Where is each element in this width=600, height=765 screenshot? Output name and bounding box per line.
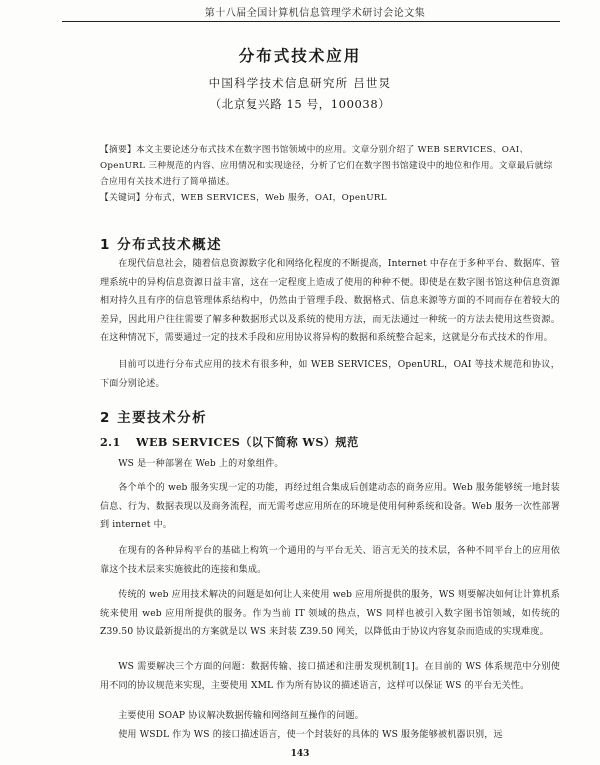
section-2-1-paragraph-5: WS 需要解决三个方面的问题：数据传输、接口描述和注册发现机制[1]。在目前的 WS 体系规范中分别使用不同的协议规范来实现，主要使用 XML 作为所有协议的描述语言，这样可以保证 WS 的平台无关性。 [100,662,560,691]
header-rule [62,21,560,22]
section-2-1-number: 2.1 [100,435,121,449]
running-header: 第十八届全国计算机信息管理学术研讨会论文集 [204,8,426,19]
section-2-1-paragraph-7: 使用 WSDL 作为 WS 的接口描述语言，使一个封装好的具体的 WS 服务能够被机器识别，远 [118,730,503,740]
paper-title: 分布式技术应用 [238,47,362,65]
section-1-paragraph-2: 目前可以进行分布式应用的技术有很多种，如 WEB SERVICES，OpenURL，OAI 等技术规范和协议，下面分别论述。 [100,360,560,389]
author-address: （北京复兴路 15 号，100038） [209,97,391,111]
section-2-1-title: WEB SERVICES（以下简称 WS）规范 [136,435,359,449]
section-2-1-paragraph-6: 主要使用 SOAP 协议解决数据传输和网络间互操作的问题。 [118,711,364,721]
abstract-block [100,142,560,206]
section-2-heading: 2 主要技术分析 [100,410,208,426]
page-number: 143 [290,749,310,759]
section-1-heading: 1 分布式技术概述 [100,237,223,253]
section-1-paragraph-1: 在现代信息社会，随着信息资源数字化和网络化程度的不断提高，Internet 中存在于多种平台、数据库、管理系统中的异构信息资源日益丰富，这在一定程度上造成了使用的种种不便。即使是在数字图书馆这种信息资源相对持久且有序的信息管理体系结构中，仍然由于管理手段、数据格式、信息来源等方面的不同而存在着较大的差异，因此用户往往需要了解多种数据形式以及系统的使用方法，而无法通过一种统一的方法去使用这些资源。在这种情况下，需要通过一定的技术手段和应用协议将异构的数据和系统整合起来，这就是分布式技术的作用。 [100,259,560,343]
author-affiliation: 中国科学技术信息研究所 吕世炅 [208,76,392,90]
abstract-text: 【摘要】本文主要论述分布式技术在数字图书馆领域中的应用。文章分别介绍了 WEB SERVICES、OAI、OpenURL 三种规范的内容、应用情况和实现途径，分析了它们在数字图书馆建设中的地位和作用。文章最后就综合应用有关技术进行了简单描述。 [100,145,553,187]
section-2-1-paragraph-1: WS 是一种部署在 Web 上的对象组件。 [118,459,284,469]
section-2-1-paragraph-3: 在现有的各种异构平台的基础上构筑一个通用的与平台无关、语言无关的技术层，各种不同平台上的应用依靠这个技术层来实施彼此的连接和集成。 [100,546,560,575]
section-2-1-heading [100,434,359,450]
section-2-1-paragraph-2: 各个单个的 web 服务实现一定的功能，再经过组合集成后创建动态的商务应用。Web 服务能够统一地封装信息、行为、数据表现以及商务流程，而无需考虑应用所在的环境是使用何种系统和设备。Web 服务一次性部署到 internet 中。 [100,483,560,530]
section-2-1-paragraph-4: 传统的 web 应用技术解决的问题是如何让人来使用 web 应用所提供的服务，WS 则要解决如何让计算机系统来使用 web 应用所提供的服务。作为当前 IT 领域的热点，WS 同样也被引入数字图书馆领域，如传统的 Z39.50 协议最新提出的方案就是以 WS 来封装 Z39.50 网关，以降低由于协议内容复杂而造成的实现难度。 [100,590,560,637]
keywords-text: 【关键词】分布式，WEB SERVICES，Web 服务，OAI，OpenURL [100,193,387,203]
